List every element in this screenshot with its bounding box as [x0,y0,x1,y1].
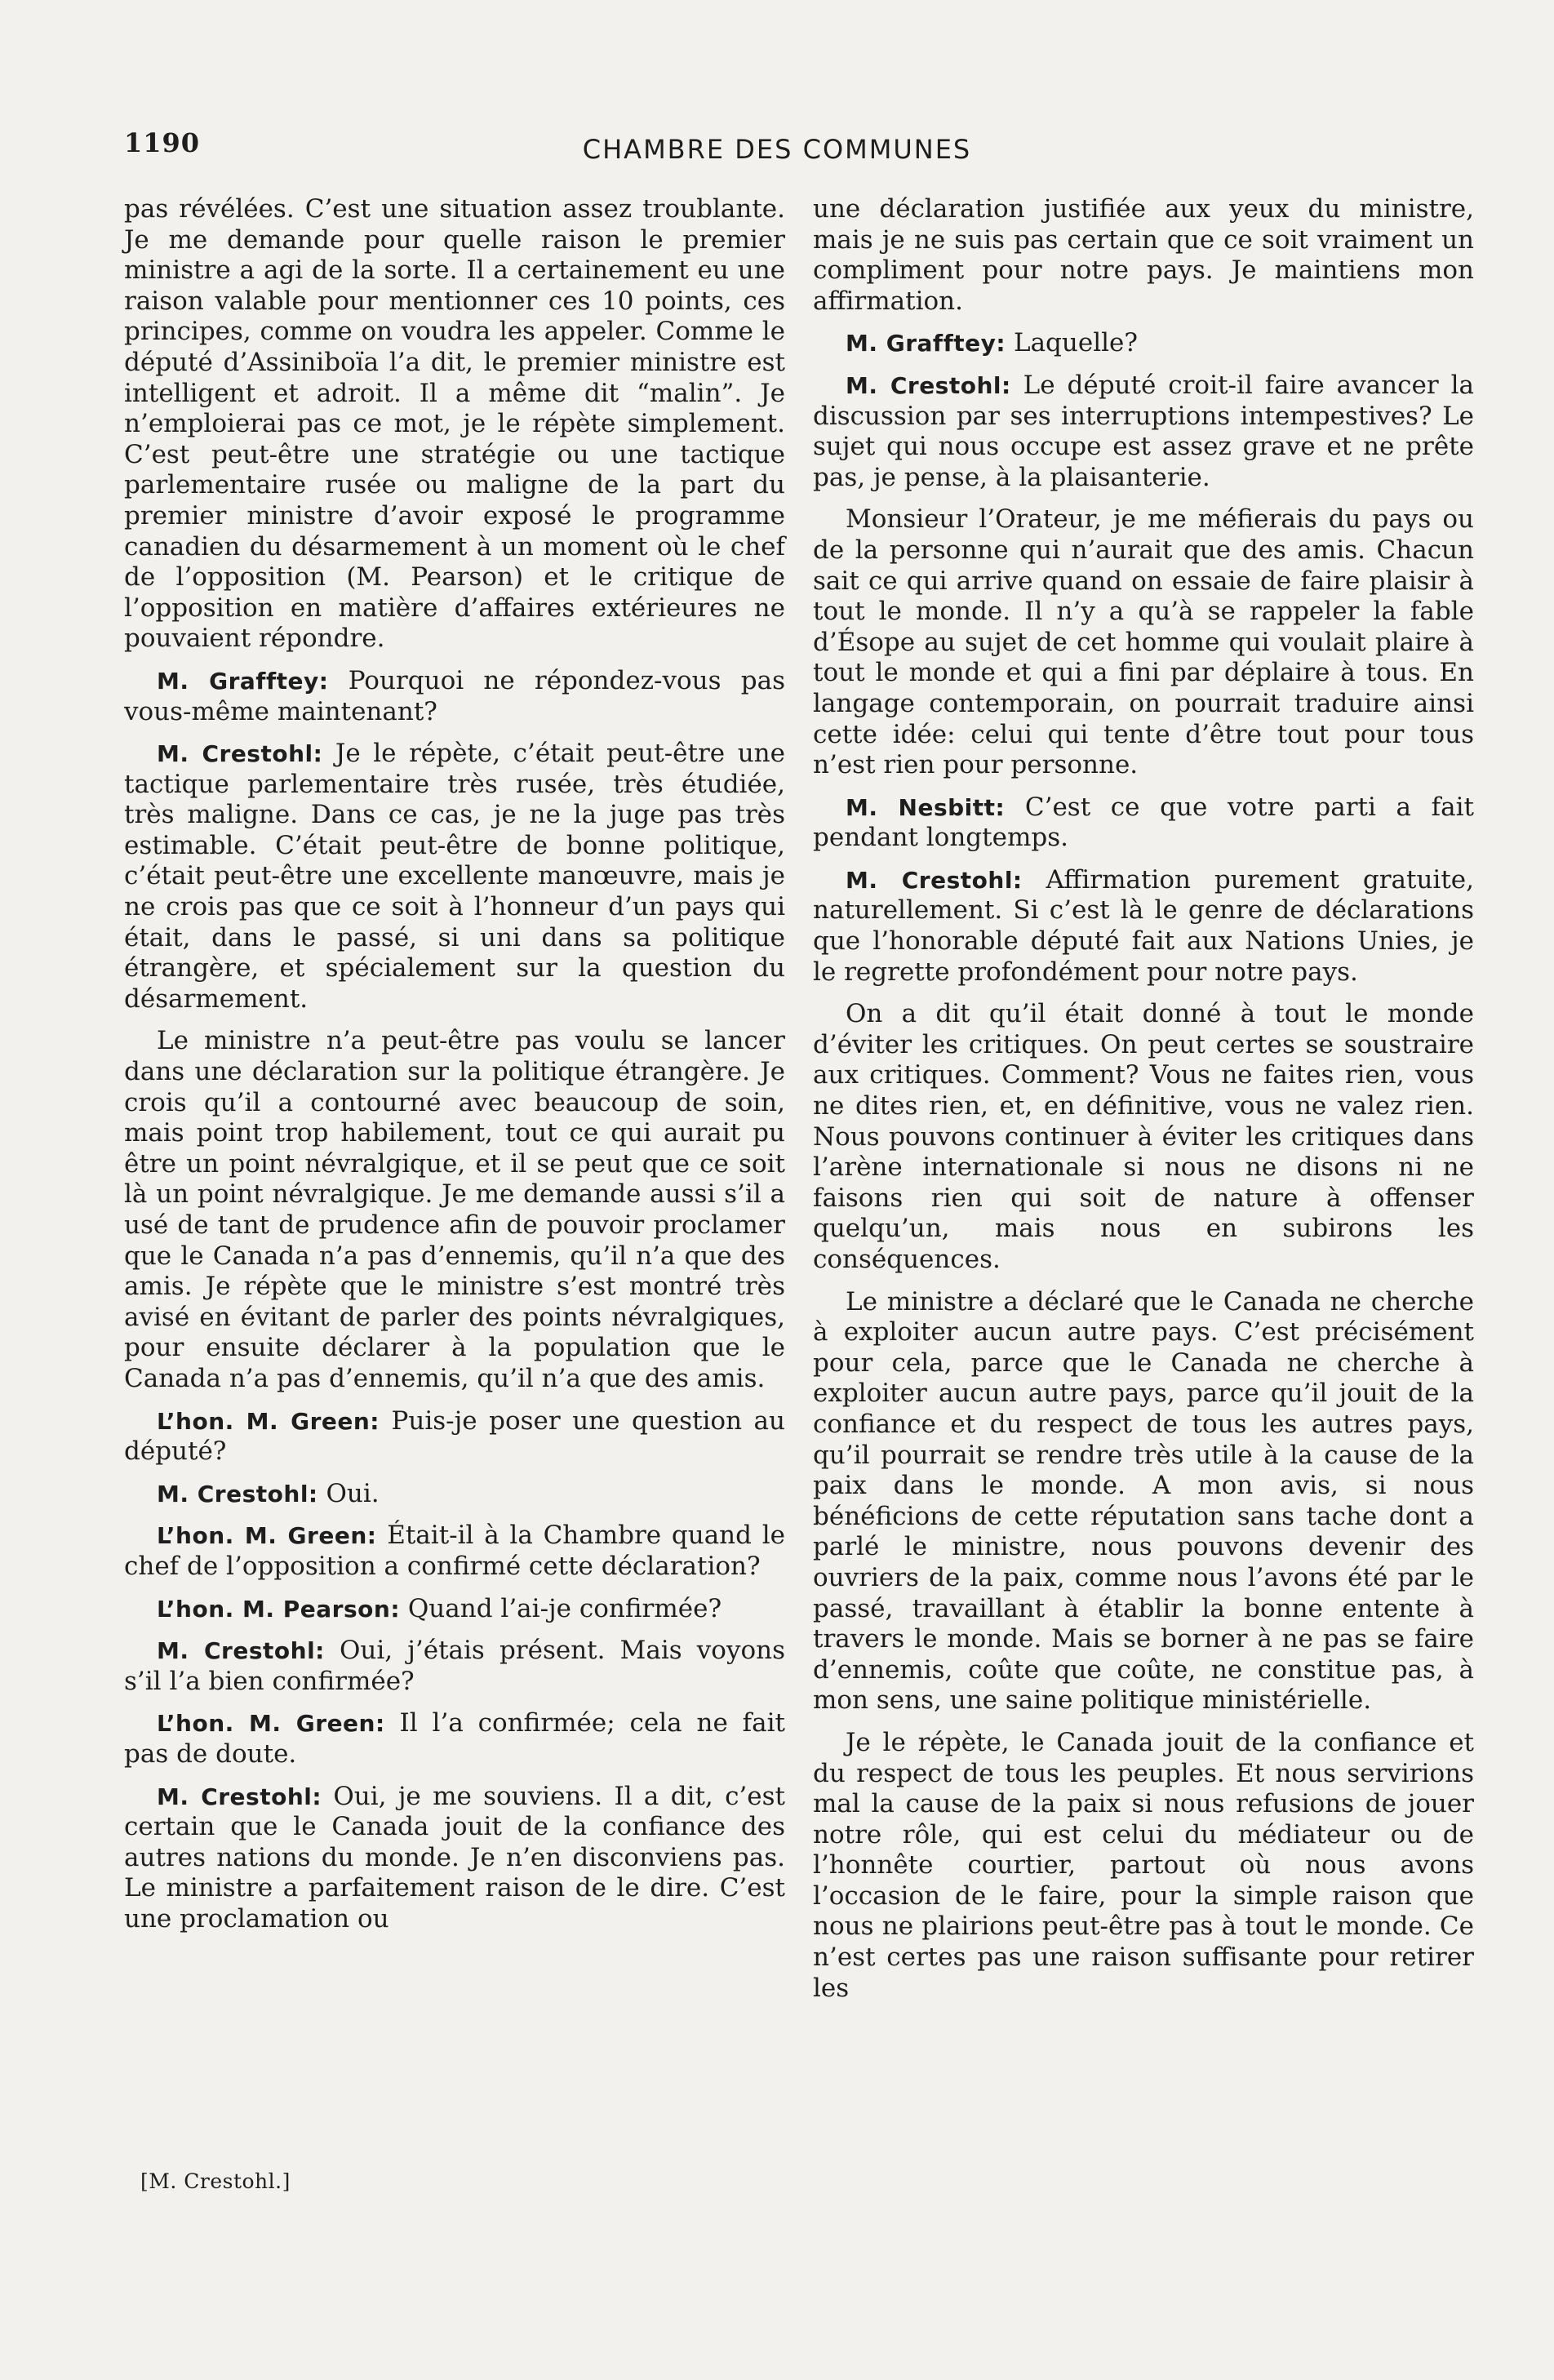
left-column [124,194,785,1946]
footer-speaker-note: [M. Crestohl.] [140,2169,291,2193]
paragraph [813,504,1474,780]
paragraph [813,1728,1474,2004]
paragraph [813,371,1474,493]
paragraph [813,328,1474,359]
paragraph-text: Le ministre a déclaré que le Canada ne cherche à exploiter aucun autre pays. C’est précisément pour cela, parce que le Canada ne cherche à exploiter aucun autre pays, parce qu’il jouit de la confiance et du respect de tous les autres pays, qu’il pourrait se rendre très utile à la cause de la paix dans le monde. A mon avis, si nous bénéficions de cette réputation sans tache dont a parlé le ministre, nous pouvons devenir des ouvriers de la paix, comme nous l’avons été par le passé, travaillant à établir la bonne entente à travers le monde. Mais se borner à ne pas se faire d’ennemis, coûte que coûte, ne constitue pas, à mon sens, une saine politique ministérielle. [813,1286,1474,1716]
speaker-name: M. Grafftey: [157,667,329,695]
running-head: CHAMBRE DES COMMUNES [582,134,972,165]
paragraph [124,1479,785,1510]
paragraph-text: Puis-je poser une question au député? [124,1405,785,1467]
paragraph-text: Quand l’ai-je confirmée? [407,1593,722,1623]
paragraph-text: Oui, je me souviens. Il a dit, c’est certain que le Canada jouit de la confiance des autres nations du monde. Je n’en disconviens pas. Le ministre a parfaitement raison de le dire. C’est une proclamation ou [124,1781,785,1934]
paragraph [124,1782,785,1935]
paragraph-text: On a dit qu’il était donné à tout le monde d’éviter les critiques. On peut certes se soustraire aux critiques. Comment? Vous ne faites rien, vous ne dites rien, et, en définitive, vous ne valez rien. Nous pouvons continuer à éviter les critiques dans l’arène internationale si nous ne disons ni ne faisons rien qui soit de nature à offenser quelqu’un, mais nous en subirons les conséquences. [813,999,1474,1274]
paragraph-text: Je le répète, le Canada jouit de la confiance et du respect de tous les peuples. Et nous servirions mal la cause de la paix si nous refusions de jouer notre rôle, qui est celui du médiateur ou de l’honnête courtier, partout où nous avons l’occasion de le faire, pour la simple raison que nous ne plairions peut-être pas à tout le monde. Ce n’est certes pas une raison suffisante pour retirer les [813,1727,1474,2003]
speaker-name: L’hon. M. Green: [157,1522,377,1550]
paragraph-text: Le député croit-il faire avancer la discussion par ses interruptions intempestives? Le sujet qui nous occupe est assez grave et ne prête pas, je pense, à la plaisanterie. [813,370,1474,492]
paragraph-text: pas révélées. C’est une situation assez troublante. Je me demande pour quelle raison le premier ministre a agi de la sorte. Il a certainement eu une raison valable pour mentionner ces 10 points, ces principes, comme on voudra les appeler. Comme le député d’Assiniboïa l’a dit, le premier ministre est intelligent et adroit. Il a même dit “malin”. Je n’emploierai pas ce mot, je le répète simplement. C’est peut-être une stratégie ou une tactique parlementaire rusée ou maligne de la part du premier ministre d’avoir exposé le programme canadien du désarmement à un moment où le chef de l’opposition (M. Pearson) et le critique de l’opposition en matière d’affaires extérieures ne pouvaient répondre. [124,194,785,654]
paragraph [124,1521,785,1582]
speaker-name: M. Crestohl: [846,371,1011,399]
paragraph [124,739,785,1015]
speaker-name: M. Crestohl: [157,740,323,768]
paragraph-text: Affirmation purement gratuite, naturellement. Si c’est là le genre de déclarations que l’honorable député fait aux Nations Unies, je le regrette profondément pour notre pays. [813,864,1474,987]
paragraph [124,1636,785,1697]
paragraph-text: Était-il à la Chambre quand le chef de l’opposition a confirmé cette déclaration? [124,1521,785,1581]
paragraph [813,999,1474,1275]
speaker-name: M. Crestohl: [846,866,1023,894]
speaker-name: L’hon. M. Green: [157,1710,385,1738]
paragraph-text: Je le répète, c’était peut-être une tactique parlementaire très rusée, très étudiée, très maligne. Dans ce cas, je ne la juge pas très estimable. C’était peut-être de bonne politique, c’était peut-être une excellente manœuvre, mais je ne crois pas que ce soit à l’honneur d’un pays qui était, dans le passé, si uni dans sa politique étrangère, et spécialement sur la question du désarmement. [124,739,785,1014]
paragraph [124,1594,785,1625]
speaker-name: M. Crestohl: [157,1480,318,1507]
paragraph [124,1026,785,1394]
page-number: 1190 [124,127,201,158]
paragraph [813,793,1474,854]
paragraph-text: Le ministre n’a peut-être pas voulu se lancer dans une déclaration sur la politique étrangère. Je crois qu’il a contourné avec beaucoup de soin, mais point trop habilement, tout ce qui aurait pu être un point névralgique, et il se peut que ce soit là un point névralgique. Je me demande aussi s’il a usé de tant de prudence afin de pouvoir proclamer que le Canada n’a pas d’ennemis, qu’il n’a que des amis. Je répète que le ministre s’est montré très avisé en évitant de parler des points névralgiques, pour ensuite déclarer à la population que le Canada n’a pas d’ennemis, qu’il n’a que des amis. [124,1026,785,1393]
paragraph-text: Oui. [326,1478,380,1508]
paragraph [813,1287,1474,1716]
speaker-name: M. Grafftey: [846,330,1006,357]
paragraph [124,1406,785,1468]
paragraph-text: Monsieur l’Orateur, je me méfierais du pays ou de la personne qui n’aurait que des amis. Chacun sait ce qui arrive quand on essaie de faire plaisir à tout le monde. Il n’y a qu’à se rappeler la fable d’Ésope au sujet de cet homme qui voulait plaire à tout le monde et qui a fini par déplaire à tous. En langage contemporain, on pourrait traduire ainsi cette idée: celui qui tente d’être tout pour tous n’est rien pour personne. [813,504,1474,780]
paragraph [813,194,1474,317]
speaker-name: L’hon. M. Green: [157,1407,380,1435]
paragraph [124,666,785,727]
right-column [813,194,1474,2015]
speaker-name: L’hon. M. Pearson: [157,1595,401,1623]
speaker-name: M. Nesbitt: [846,793,1006,821]
paragraph [124,194,785,655]
paragraph [124,1708,785,1769]
paragraph-text: Oui, j’étais présent. Mais voyons s’il l’a bien confirmée? [124,1636,785,1696]
paragraph [813,865,1474,988]
paragraph-text: C’est ce que votre parti a fait pendant longtemps. [813,792,1474,853]
paragraph-text: Il l’a confirmée; cela ne fait pas de doute. [124,1708,785,1769]
paragraph-text: Laquelle? [1013,328,1139,358]
speaker-name: M. Crestohl: [157,1783,322,1810]
paragraph-text: une déclaration justifiée aux yeux du ministre, mais je ne suis pas certain que ce soit vraiment un compliment pour notre pays. Je maintiens mon affirmation. [813,194,1474,316]
speaker-name: M. Crestohl: [157,1637,325,1665]
paragraph-text: Pourquoi ne répondez-vous pas vous-même maintenant? [124,665,786,726]
